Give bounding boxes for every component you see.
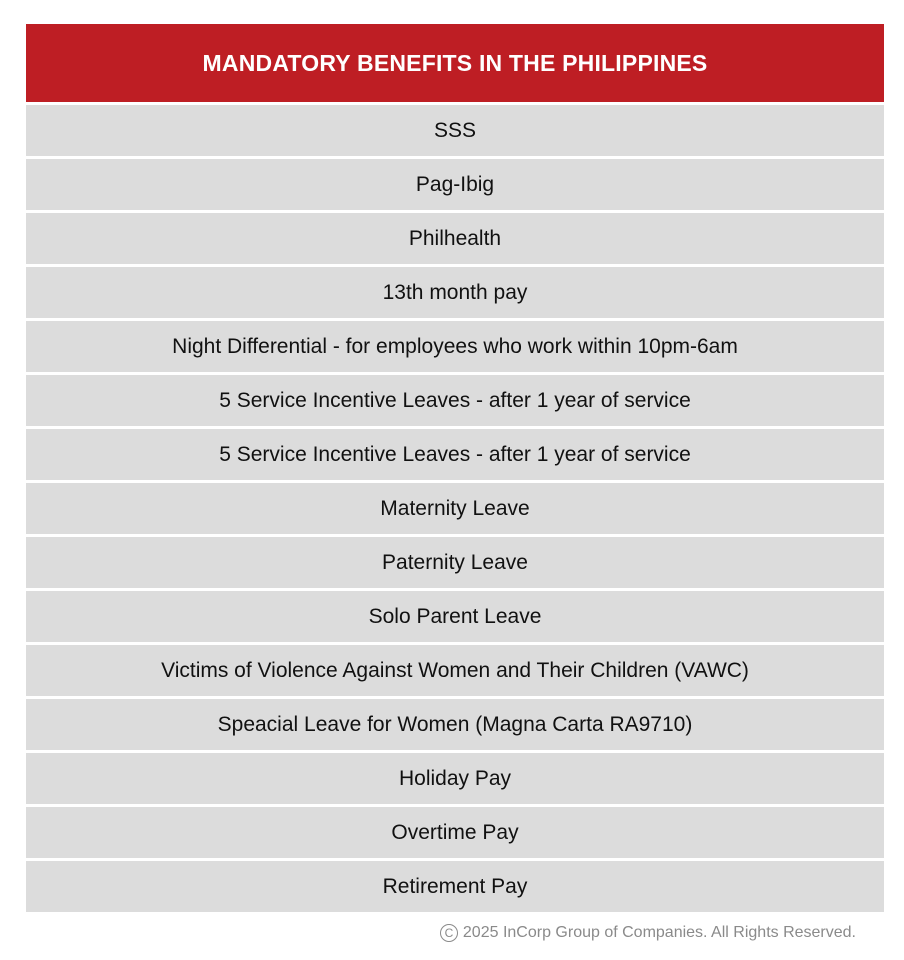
table-rows [26,102,884,912]
row-label: Overtime Pay [391,820,519,844]
table-row [26,645,884,696]
row-label: Victims of Violence Against Women and Their Children (VAWC) [161,658,749,682]
row-label: Pag-Ibig [415,172,495,196]
table-row [26,105,884,156]
row-label: Paternity Leave [382,550,528,574]
table-row [26,591,884,642]
table-row [26,861,884,912]
table-row [26,483,884,534]
benefits-table [26,24,884,912]
row-label: Solo Parent Leave [368,604,542,628]
table-row [26,753,884,804]
row-label: Holiday Pay [398,766,512,790]
row-label: SSS [433,118,477,142]
table-row [26,321,884,372]
table-row [26,429,884,480]
copyright-icon: C [440,924,458,942]
row-label: Speacial Leave for Women (Magna Carta RA9710) [217,712,693,736]
row-label: Maternity Leave [380,496,530,520]
table-title: MANDATORY BENEFITS IN THE PHILIPPINES [202,49,708,76]
copyright-footer [440,924,856,942]
table-row [26,213,884,264]
row-label: 5 Service Incentive Leaves - after 1 year of service [219,388,691,412]
copyright-text: 2025 InCorp Group of Companies. All Rights Reserved. [462,924,856,941]
table-row [26,375,884,426]
row-label: Retirement Pay [382,874,528,898]
row-label: Night Differential - for employees who work within 10pm-6am [172,334,738,358]
table-header [26,24,884,102]
row-label: Philhealth [408,226,502,250]
row-label: 13th month pay [382,280,528,304]
table-row [26,537,884,588]
table-row [26,807,884,858]
table-row [26,159,884,210]
table-row [26,267,884,318]
table-row [26,699,884,750]
row-label: 5 Service Incentive Leaves - after 1 year of service [219,442,691,466]
